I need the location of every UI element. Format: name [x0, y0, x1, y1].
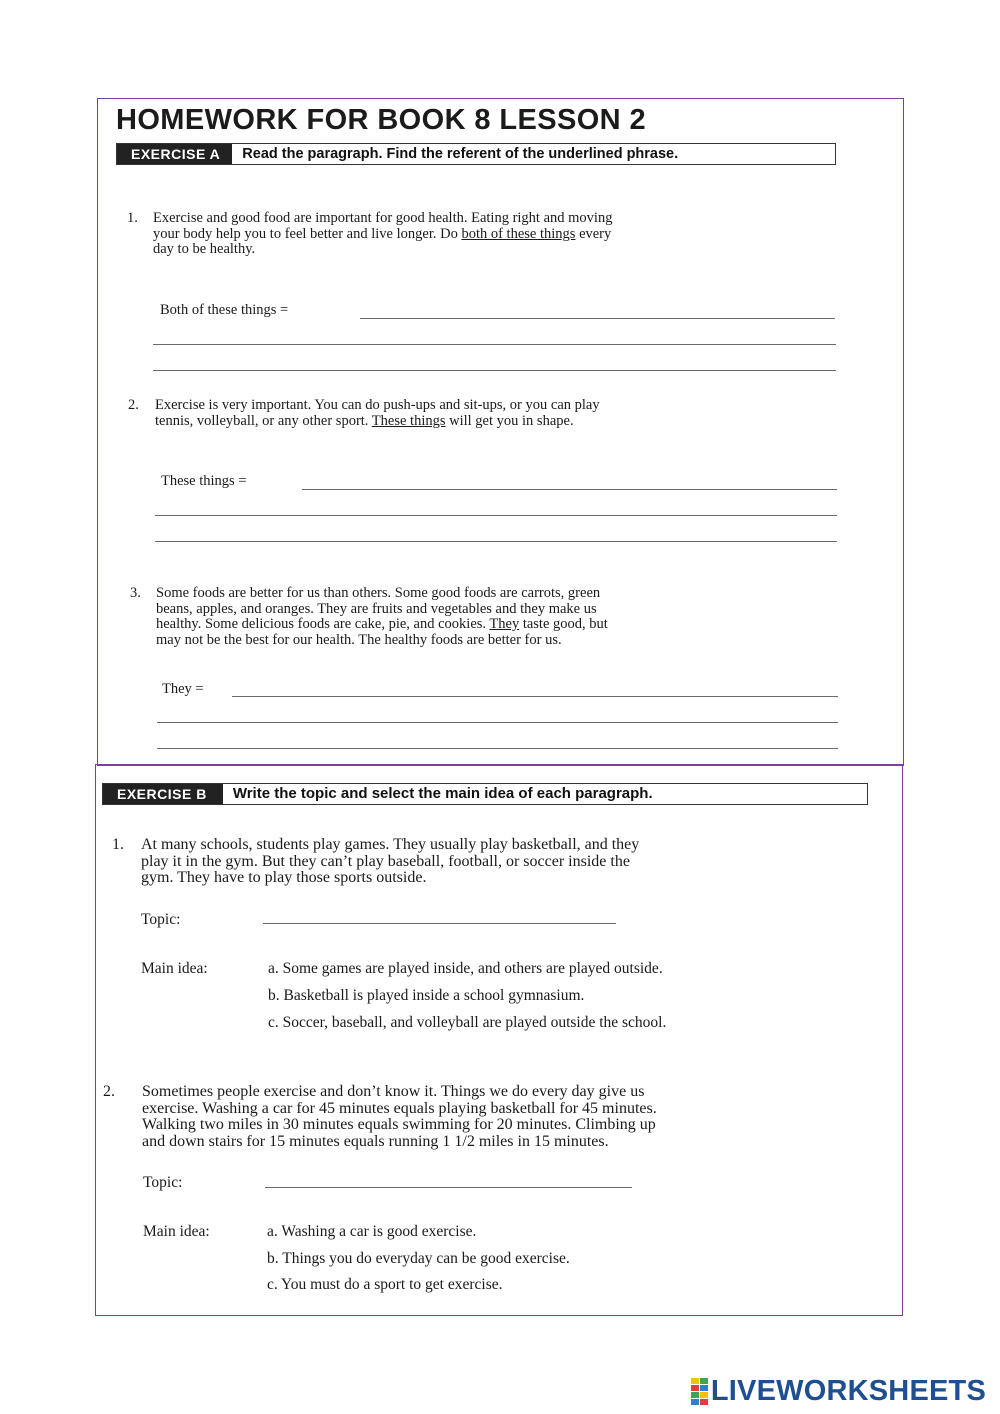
topic-label: Topic: [143, 1174, 183, 1191]
item-number: 2. [128, 397, 139, 413]
topic-label: Topic: [141, 911, 181, 928]
main-idea-label: Main idea: [141, 960, 208, 977]
paragraph-line: day to be healthy. [153, 241, 256, 257]
exercise-a-instruction: Read the paragraph. Find the referent of the underlined phrase. [242, 146, 679, 162]
exercise-b-header [102, 783, 868, 805]
main-idea-option-c[interactable]: c. You must do a sport to get exercise. [267, 1276, 503, 1293]
paragraph-line: play it in the gym. But they can’t play baseball, football, or soccer inside the [141, 852, 630, 870]
main-idea-option-a[interactable]: a. Washing a car is good exercise. [267, 1223, 477, 1240]
exercise-a-header [116, 143, 836, 165]
paragraph-line: At many schools, students play games. They usually play basketball, and they [141, 836, 640, 853]
topic-answer-line[interactable] [265, 1187, 632, 1188]
exercise-a-frame [97, 98, 904, 766]
paragraph-line: and down stairs for 15 minutes equals running 1 1/2 miles in 15 minutes. [142, 1132, 609, 1150]
item-number: 2. [103, 1083, 115, 1100]
item-number: 1. [127, 210, 138, 226]
paragraph-line: beans, apples, and oranges. They are fruits and vegetables and they make us [156, 600, 597, 617]
underlined-phrase: These things [371, 412, 446, 429]
paragraph-line: gym. They have to play those sports outside. [141, 869, 427, 886]
answer-line[interactable] [302, 489, 837, 490]
live-badge-icon [691, 1378, 709, 1406]
answer-line[interactable] [360, 318, 835, 319]
answer-label: Both of these things = [160, 302, 289, 318]
paragraph-line: Walking two miles in 30 minutes equals swimming for 20 minutes. Climbing up [142, 1116, 656, 1133]
topic-answer-line[interactable] [263, 923, 616, 924]
answer-line[interactable] [153, 370, 836, 371]
main-idea-option-c[interactable]: c. Soccer, baseball, and volleyball are played outside the school. [268, 1014, 667, 1031]
item-number: 1. [112, 836, 124, 853]
paragraph-line: healthy. Some delicious foods are cake, pie, and cookies. They taste good, but [156, 616, 608, 632]
exercise-b-instruction: Write the topic and select the main idea of each paragraph. [232, 785, 653, 802]
answer-line[interactable] [155, 515, 837, 516]
underlined-phrase: both of these things [461, 225, 576, 242]
main-idea-option-b[interactable]: b. Basketball is played inside a school gymnasium. [268, 987, 585, 1004]
answer-line[interactable] [155, 541, 837, 542]
underlined-phrase: They [489, 616, 520, 632]
answer-label: They = [162, 681, 204, 697]
answer-label: These things = [161, 473, 247, 489]
liveworksheets-logo [691, 1375, 986, 1408]
answer-line[interactable] [232, 696, 838, 697]
answer-line[interactable] [157, 748, 838, 749]
item-number: 3. [130, 585, 141, 601]
paragraph-line: exercise. Washing a car for 45 minutes equals playing basketball for 45 minutes. [142, 1099, 657, 1117]
logo-text: LIVEWORKSHEETS [710, 1375, 986, 1407]
main-idea-option-a[interactable]: a. Some games are played inside, and others are played outside. [268, 960, 663, 977]
answer-line[interactable] [157, 722, 838, 723]
page-title: HOMEWORK FOR BOOK 8 LESSON 2 [116, 104, 647, 136]
paragraph-line: Exercise is very important. You can do push-ups and sit-ups, or you can play [155, 397, 600, 413]
paragraph-line: Exercise and good food are important for good health. Eating right and moving [153, 210, 613, 226]
main-idea-label: Main idea: [143, 1223, 210, 1240]
exercise-b-tag: EXERCISE B [103, 784, 223, 804]
paragraph-line: Sometimes people exercise and don’t know it. Things we do every day give us [142, 1083, 645, 1100]
paragraph-line: your body help you to feel better and live longer. Do both of these things every [153, 225, 612, 242]
paragraph-line: tennis, volleyball, or any other sport. These things will get you in shape. [155, 412, 574, 429]
paragraph-line: may not be the best for our health. The healthy foods are better for us. [156, 631, 562, 648]
exercise-a-tag: EXERCISE A [117, 144, 232, 164]
answer-line[interactable] [153, 344, 836, 345]
paragraph-line: Some foods are better for us than others. Some good foods are carrots, green [156, 585, 601, 601]
main-idea-option-b[interactable]: b. Things you do everyday can be good exercise. [267, 1250, 570, 1267]
